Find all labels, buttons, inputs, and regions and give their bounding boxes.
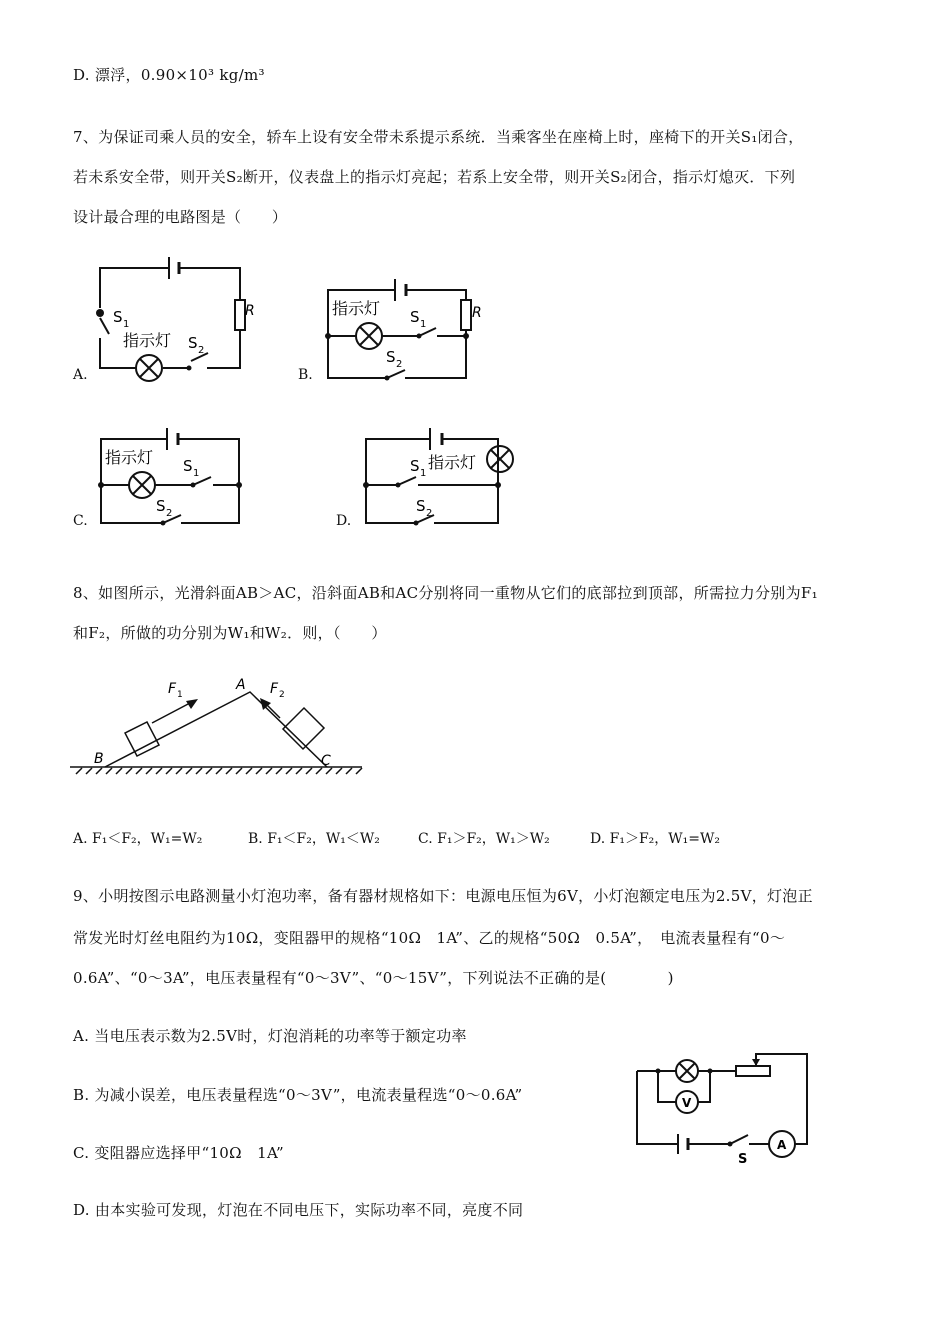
q9-switch-label: S: [738, 1152, 748, 1167]
q7-b-r-label: R: [472, 305, 482, 321]
q7-stem-line3: 设计最合理的电路图是（ ）: [73, 208, 288, 226]
q7-circuit-d: [358, 423, 523, 528]
q7-label-a: A.: [73, 367, 88, 383]
q8-label-f1-sub: 1: [177, 690, 183, 700]
q8-label-b: B: [94, 751, 104, 767]
q7-d-s2-label: S: [416, 497, 426, 515]
q7-b-lamp-label: 指示灯: [332, 299, 381, 318]
q7-a-s2-label: S: [188, 334, 198, 352]
q7-a-s1-label: S: [113, 308, 123, 326]
q7-c-s2-label: S: [156, 497, 166, 515]
q7-stem-line2: 若未系安全带，则开关S₂断开，仪表盘上的指示灯亮起；若系上安全带，则开关S₂闭合，指示灯熄灭．下列: [73, 168, 796, 186]
q9-stem-line1: 9、小明按图示电路测量小灯泡功率，备有器材规格如下：电源电压恒为6V，小灯泡额定电压为2.5V，灯泡正: [73, 887, 813, 905]
q8-option-d: D. F₁＞F₂，W₁=W₂: [590, 831, 721, 847]
q8-incline-figure: [70, 670, 370, 780]
q9-option-a: A. 当电压表示数为2.5V时，灯泡消耗的功率等于额定功率: [73, 1027, 467, 1045]
q8-option-a: A. F₁＜F₂，W₁=W₂: [73, 831, 203, 847]
q8-option-c: C. F₁＞F₂，W₁＞W₂: [418, 831, 550, 847]
q7-a-s2-sub: 2: [198, 345, 205, 356]
q8-label-c: C: [321, 753, 331, 769]
q7-circuit-b: [320, 272, 485, 382]
q7-label-b: B.: [298, 367, 313, 383]
q7-circuit-c: [93, 423, 253, 528]
q7-c-s1-label: S: [183, 457, 193, 475]
q8-stem-line1: 8、如图所示，光滑斜面AB＞AC，沿斜面AB和AC分别将同一重物从它们的底部拉到顶部，所需拉力分别为F₁: [73, 584, 818, 602]
q9-circuit: [630, 1050, 815, 1165]
q7-d-s2-sub: 2: [426, 508, 433, 519]
q7-b-s1-label: S: [410, 308, 420, 326]
q6-option-d: D. 漂浮，0.90×10³ kg/m³: [73, 66, 265, 84]
q9-stem-line3: 0.6A”、“0～3A”，电压表量程有“0～3V”、“0～15V”，下列说法不正确的是( ): [73, 969, 674, 987]
q8-label-f1: F: [168, 681, 177, 697]
q7-d-s1-sub: 1: [420, 468, 427, 479]
q7-d-s1-label: S: [410, 457, 420, 475]
q9-voltmeter-label: V: [682, 1096, 692, 1110]
q8-option-b: B. F₁＜F₂，W₁＜W₂: [248, 831, 380, 847]
q7-b-s2-label: S: [386, 348, 396, 366]
q8-stem-line2: 和F₂，所做的功分别为W₁和W₂．则，（ ）: [73, 624, 387, 642]
q8-label-f2: F: [270, 681, 279, 697]
q9-ammeter-label: A: [777, 1138, 787, 1152]
q9-option-c: C. 变阻器应选择甲“10Ω 1A”: [73, 1144, 284, 1162]
q9-option-b: B. 为减小误差，电压表量程选“0～3V”，电流表量程选“0～0.6A”: [73, 1086, 523, 1104]
q7-a-lamp-label: 指示灯: [123, 331, 172, 350]
q7-c-lamp-label: 指示灯: [105, 448, 154, 467]
q7-a-s1-sub: 1: [123, 319, 130, 330]
q7-label-d: D.: [336, 513, 352, 529]
q7-b-s1-sub: 1: [420, 319, 427, 330]
q7-c-s1-sub: 1: [193, 468, 200, 479]
q7-b-s2-sub: 2: [396, 359, 403, 370]
q9-stem-line2: 常发光时灯丝电阻约为10Ω，变阻器甲的规格“10Ω 1A”、乙的规格“50Ω 0.5A”， 电流表量程有“0～: [73, 929, 786, 947]
q9-option-d: D. 由本实验可发现，灯泡在不同电压下，实际功率不同，亮度不同: [73, 1201, 524, 1219]
q7-a-r-label: R: [245, 303, 255, 319]
q7-label-c: C.: [73, 513, 88, 529]
q8-label-a: A: [236, 677, 246, 693]
q7-stem-line1: 7、为保证司乘人员的安全，轿车上设有安全带未系提示系统．当乘客坐在座椅上时，座椅下的开关S₁闭合，: [73, 128, 804, 146]
q7-d-lamp-label: 指示灯: [428, 453, 477, 472]
q7-circuit-a: [95, 260, 255, 385]
q8-label-f2-sub: 2: [279, 690, 285, 700]
q7-c-s2-sub: 2: [166, 508, 173, 519]
